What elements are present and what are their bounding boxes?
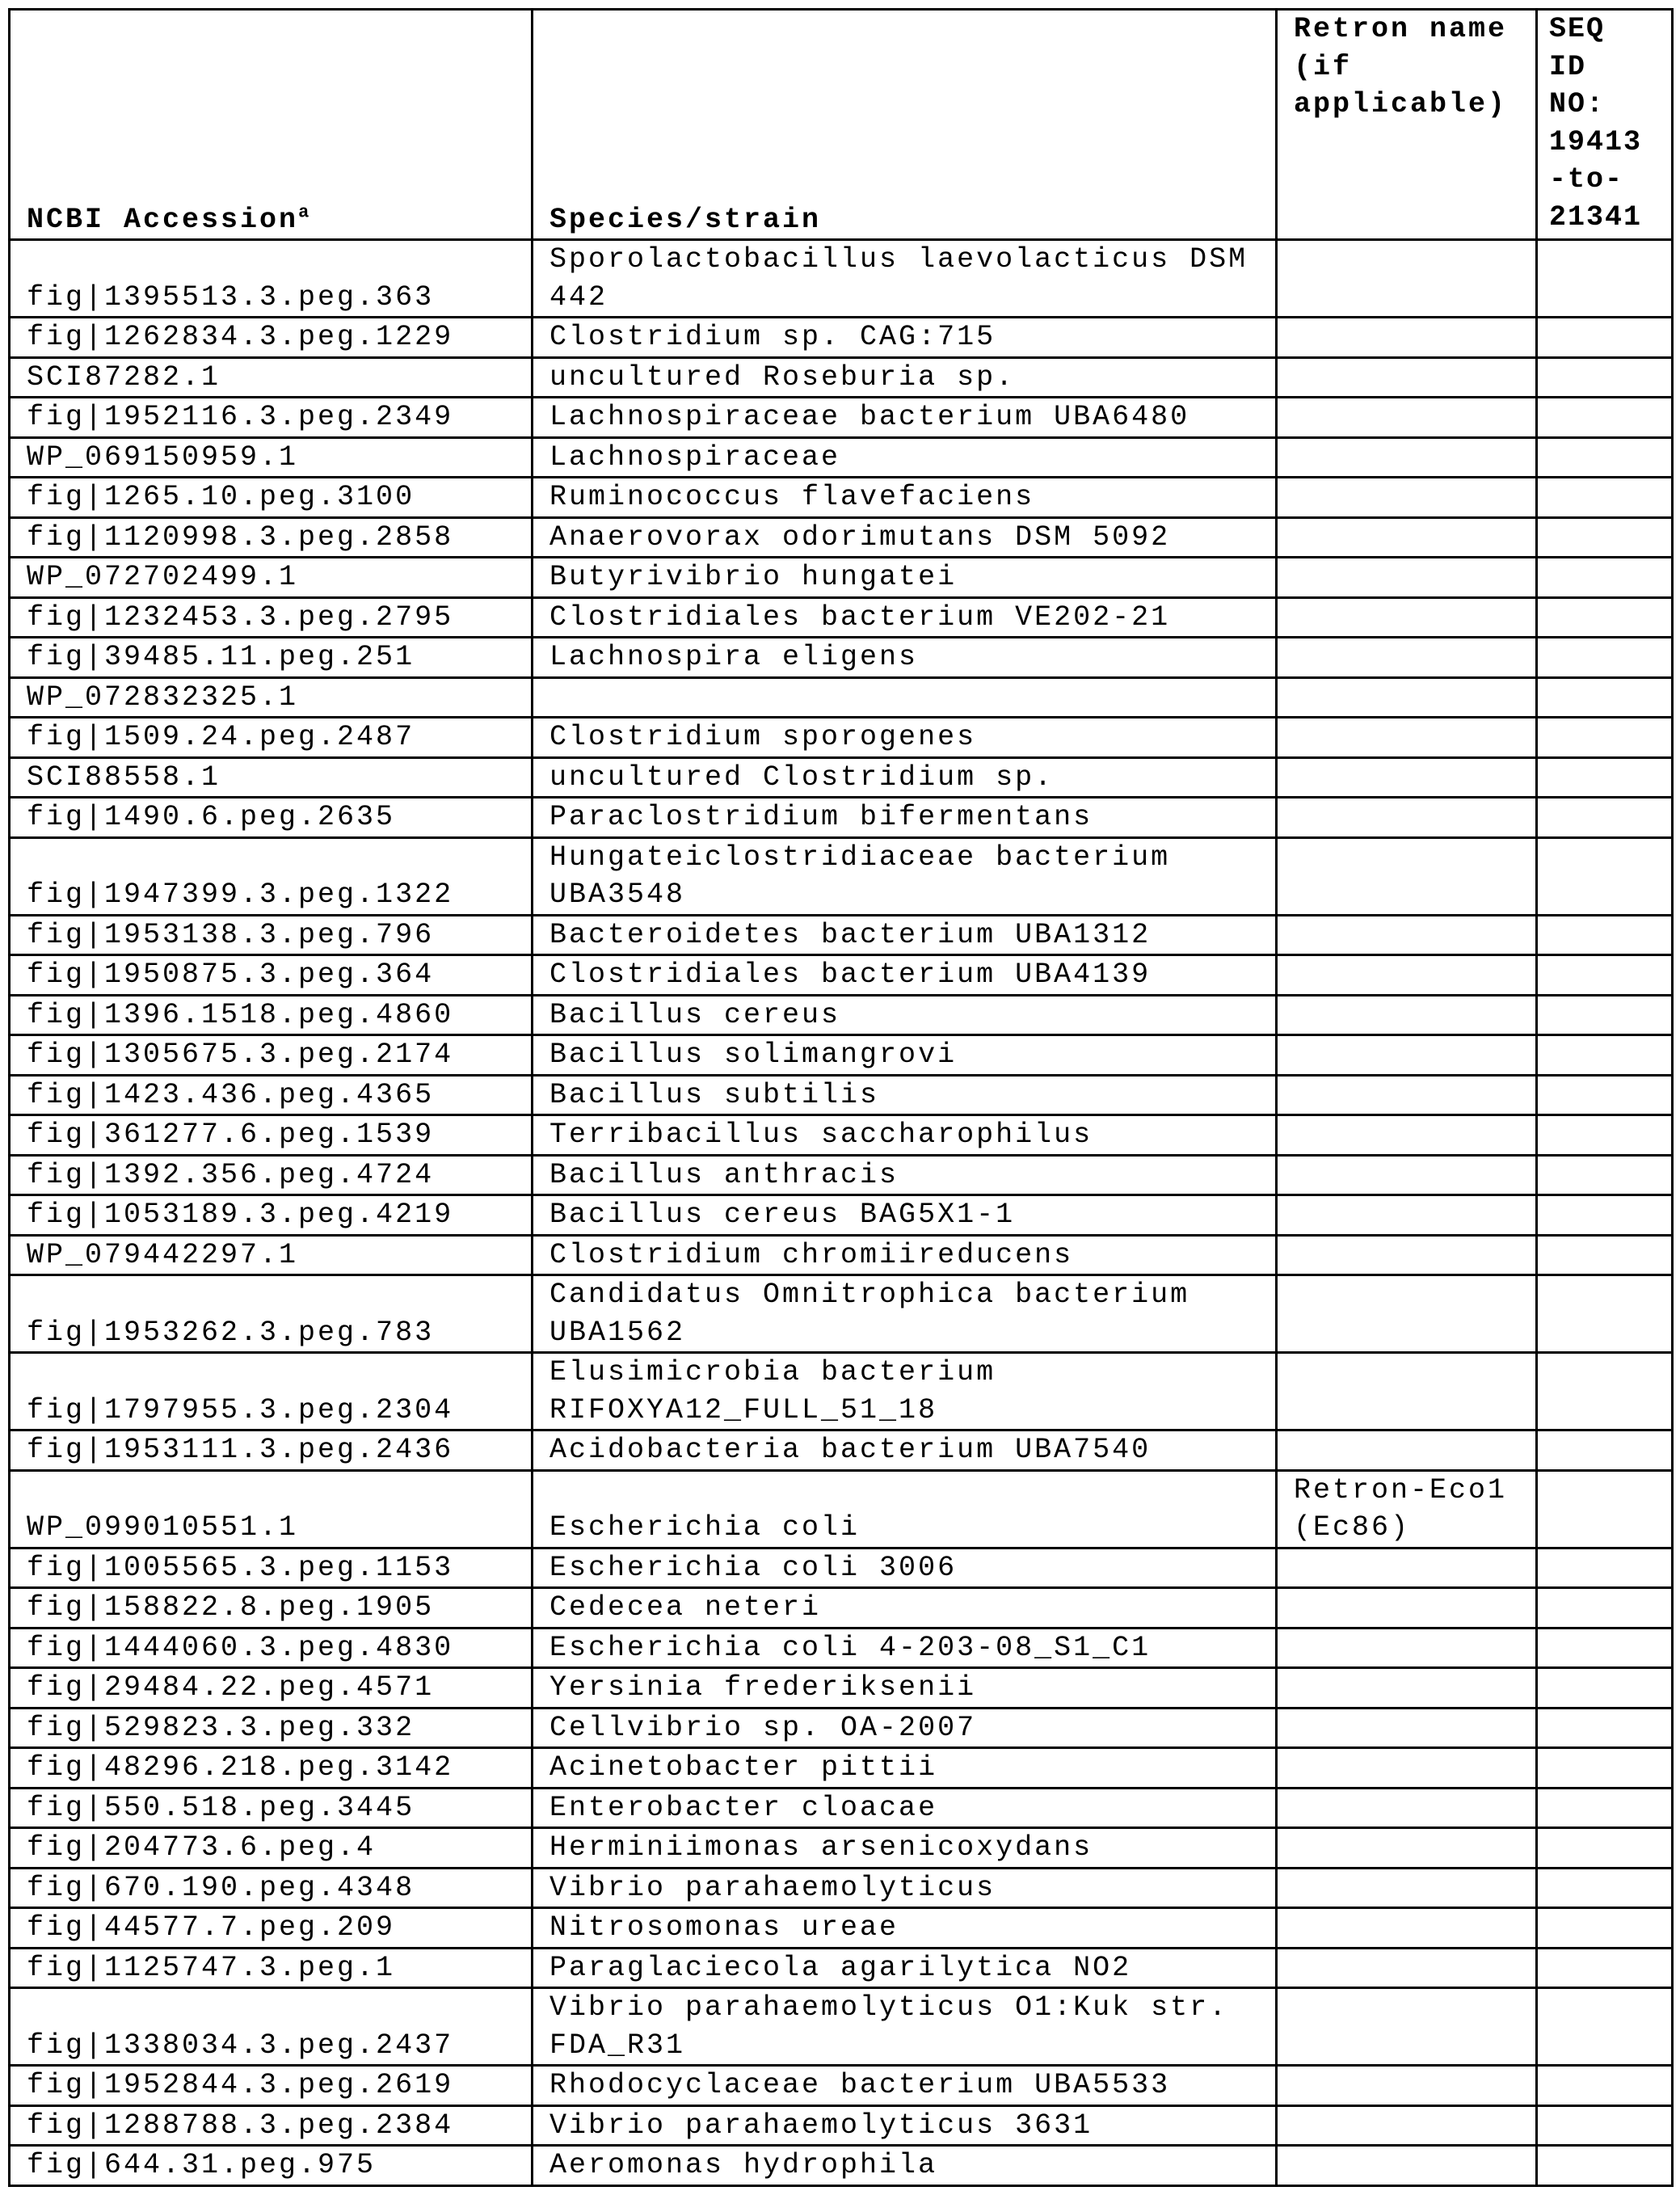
cell-retron bbox=[1277, 1628, 1537, 1668]
table-row bbox=[10, 718, 1673, 758]
cell-species: Bacillus solimangrovi bbox=[533, 1035, 1277, 1076]
cell-accession: fig|1952844.3.peg.2619 bbox=[10, 2066, 533, 2106]
cell-accession: fig|1120998.3.peg.2858 bbox=[10, 517, 533, 558]
cell-accession: fig|1053189.3.peg.4219 bbox=[10, 1195, 533, 1236]
cell-species: Paraclostridium bifermentans bbox=[533, 798, 1277, 838]
cell-seq-id bbox=[1537, 1035, 1673, 1076]
cell-species: Sporolactobacillus laevolacticus DSM 442 bbox=[533, 240, 1277, 318]
cell-retron bbox=[1277, 955, 1537, 996]
cell-species: Bacillus subtilis bbox=[533, 1075, 1277, 1115]
cell-accession: fig|670.190.peg.4348 bbox=[10, 1868, 533, 1908]
cell-seq-id bbox=[1537, 638, 1673, 678]
cell-seq-id bbox=[1537, 955, 1673, 996]
cell-species: Aeromonas hydrophila bbox=[533, 2146, 1277, 2186]
cell-seq-id bbox=[1537, 1548, 1673, 1588]
cell-species: Escherichia coli bbox=[533, 1470, 1277, 1548]
cell-seq-id bbox=[1537, 1235, 1673, 1275]
cell-seq-id bbox=[1537, 1988, 1673, 2066]
cell-accession: fig|1444060.3.peg.4830 bbox=[10, 1628, 533, 1668]
cell-retron bbox=[1277, 597, 1537, 638]
table-row bbox=[10, 1668, 1673, 1709]
cell-retron bbox=[1277, 1035, 1537, 1076]
table-row bbox=[10, 398, 1673, 438]
cell-seq-id bbox=[1537, 1353, 1673, 1430]
cell-retron bbox=[1277, 318, 1537, 358]
table-row bbox=[10, 915, 1673, 955]
header-species-strain: Species/strain bbox=[533, 10, 1277, 240]
cell-accession: fig|1265.10.peg.3100 bbox=[10, 478, 533, 518]
table-row bbox=[10, 2146, 1673, 2186]
cell-species: Nitrosomonas ureae bbox=[533, 1908, 1277, 1949]
cell-species bbox=[533, 677, 1277, 718]
cell-species: Anaerovorax odorimutans DSM 5092 bbox=[533, 517, 1277, 558]
cell-retron bbox=[1277, 1748, 1537, 1789]
cell-species: uncultured Clostridium sp. bbox=[533, 757, 1277, 798]
cell-accession: fig|1953138.3.peg.796 bbox=[10, 915, 533, 955]
cell-retron bbox=[1277, 757, 1537, 798]
cell-seq-id bbox=[1537, 1275, 1673, 1353]
cell-seq-id bbox=[1537, 1115, 1673, 1156]
cell-accession: fig|39485.11.peg.251 bbox=[10, 638, 533, 678]
cell-retron bbox=[1277, 1075, 1537, 1115]
cell-species: Lachnospira eligens bbox=[533, 638, 1277, 678]
cell-seq-id bbox=[1537, 2146, 1673, 2186]
cell-accession: fig|1288788.3.peg.2384 bbox=[10, 2105, 533, 2146]
cell-retron bbox=[1277, 478, 1537, 518]
cell-accession: fig|1950875.3.peg.364 bbox=[10, 955, 533, 996]
cell-seq-id bbox=[1537, 437, 1673, 478]
cell-species: Rhodocyclaceae bacterium UBA5533 bbox=[533, 2066, 1277, 2106]
cell-retron bbox=[1277, 1275, 1537, 1353]
cell-species: Elusimicrobia bacterium RIFOXYA12_FULL_51_18 bbox=[533, 1353, 1277, 1430]
table-row bbox=[10, 1828, 1673, 1869]
table-row bbox=[10, 1275, 1673, 1353]
table-row bbox=[10, 757, 1673, 798]
table-row bbox=[10, 1548, 1673, 1588]
cell-retron bbox=[1277, 1828, 1537, 1869]
cell-accession: fig|1392.356.peg.4724 bbox=[10, 1155, 533, 1195]
cell-species: Clostridium sp. CAG:715 bbox=[533, 318, 1277, 358]
cell-accession: fig|1423.436.peg.4365 bbox=[10, 1075, 533, 1115]
header-retron-name: Retron name (if applicable) bbox=[1277, 10, 1537, 240]
cell-retron bbox=[1277, 798, 1537, 838]
cell-species: Cedecea neteri bbox=[533, 1588, 1277, 1629]
cell-accession: fig|1490.6.peg.2635 bbox=[10, 798, 533, 838]
cell-retron bbox=[1277, 1668, 1537, 1709]
cell-seq-id bbox=[1537, 597, 1673, 638]
cell-accession: fig|1952116.3.peg.2349 bbox=[10, 398, 533, 438]
cell-species: uncultured Roseburia sp. bbox=[533, 357, 1277, 398]
table-row bbox=[10, 995, 1673, 1035]
cell-accession: fig|1953262.3.peg.783 bbox=[10, 1275, 533, 1353]
table-row bbox=[10, 357, 1673, 398]
cell-retron bbox=[1277, 1235, 1537, 1275]
table-row bbox=[10, 955, 1673, 996]
table-row bbox=[10, 1988, 1673, 2066]
cell-accession: fig|1305675.3.peg.2174 bbox=[10, 1035, 533, 1076]
table-row bbox=[10, 1353, 1673, 1430]
cell-accession: fig|1005565.3.peg.1153 bbox=[10, 1548, 533, 1588]
table-row bbox=[10, 318, 1673, 358]
table-row bbox=[10, 837, 1673, 915]
footnote-marker: a bbox=[298, 201, 312, 222]
cell-species: Vibrio parahaemolyticus O1:Kuk str. FDA_R31 bbox=[533, 1988, 1277, 2066]
cell-retron bbox=[1277, 2146, 1537, 2186]
cell-retron bbox=[1277, 1588, 1537, 1629]
table-row bbox=[10, 677, 1673, 718]
cell-species: Yersinia frederiksenii bbox=[533, 1668, 1277, 1709]
cell-seq-id bbox=[1537, 357, 1673, 398]
cell-seq-id bbox=[1537, 1470, 1673, 1548]
cell-species: Cellvibrio sp. OA-2007 bbox=[533, 1708, 1277, 1748]
cell-accession: fig|44577.7.peg.209 bbox=[10, 1908, 533, 1949]
table-row bbox=[10, 1075, 1673, 1115]
cell-accession: fig|550.518.peg.3445 bbox=[10, 1788, 533, 1828]
cell-seq-id bbox=[1537, 398, 1673, 438]
cell-accession: fig|529823.3.peg.332 bbox=[10, 1708, 533, 1748]
cell-retron bbox=[1277, 1908, 1537, 1949]
cell-retron bbox=[1277, 638, 1537, 678]
table-body bbox=[10, 240, 1673, 2186]
cell-seq-id bbox=[1537, 1828, 1673, 1869]
cell-retron bbox=[1277, 677, 1537, 718]
table-row bbox=[10, 1588, 1673, 1629]
table-row bbox=[10, 1430, 1673, 1471]
cell-retron bbox=[1277, 1353, 1537, 1430]
table-row bbox=[10, 478, 1673, 518]
cell-accession: WP_099010551.1 bbox=[10, 1470, 533, 1548]
cell-species: Escherichia coli 3006 bbox=[533, 1548, 1277, 1588]
table-row bbox=[10, 1948, 1673, 1988]
cell-accession: fig|1797955.3.peg.2304 bbox=[10, 1353, 533, 1430]
cell-seq-id bbox=[1537, 995, 1673, 1035]
cell-species: Clostridiales bacterium UBA4139 bbox=[533, 955, 1277, 996]
cell-accession: fig|1232453.3.peg.2795 bbox=[10, 597, 533, 638]
cell-retron bbox=[1277, 837, 1537, 915]
cell-accession: fig|1509.24.peg.2487 bbox=[10, 718, 533, 758]
cell-species: Escherichia coli 4-203-08_S1_C1 bbox=[533, 1628, 1277, 1668]
cell-retron bbox=[1277, 517, 1537, 558]
cell-accession: fig|1947399.3.peg.1322 bbox=[10, 837, 533, 915]
cell-species: Clostridiales bacterium VE202-21 bbox=[533, 597, 1277, 638]
cell-retron bbox=[1277, 718, 1537, 758]
cell-seq-id bbox=[1537, 677, 1673, 718]
cell-accession: WP_079442297.1 bbox=[10, 1235, 533, 1275]
cell-retron bbox=[1277, 240, 1537, 318]
table-row bbox=[10, 437, 1673, 478]
cell-seq-id bbox=[1537, 1430, 1673, 1471]
cell-accession: fig|1262834.3.peg.1229 bbox=[10, 318, 533, 358]
cell-retron bbox=[1277, 1115, 1537, 1156]
table-row bbox=[10, 1115, 1673, 1156]
retron-accession-table bbox=[8, 8, 1674, 2187]
cell-species: Vibrio parahaemolyticus bbox=[533, 1868, 1277, 1908]
cell-seq-id bbox=[1537, 2105, 1673, 2146]
cell-species: Hungateiclostridiaceae bacterium UBA3548 bbox=[533, 837, 1277, 915]
cell-retron bbox=[1277, 398, 1537, 438]
cell-retron bbox=[1277, 357, 1537, 398]
cell-species: Acinetobacter pittii bbox=[533, 1748, 1277, 1789]
cell-species: Candidatus Omnitrophica bacterium UBA1562 bbox=[533, 1275, 1277, 1353]
cell-species: Herminiimonas arsenicoxydans bbox=[533, 1828, 1277, 1869]
cell-seq-id bbox=[1537, 240, 1673, 318]
table-row bbox=[10, 517, 1673, 558]
cell-seq-id bbox=[1537, 1788, 1673, 1828]
header-seq-id: SEQ ID NO: 19413 -to- 21341 bbox=[1537, 10, 1673, 240]
cell-accession: SCI87282.1 bbox=[10, 357, 533, 398]
cell-retron bbox=[1277, 558, 1537, 598]
cell-seq-id bbox=[1537, 718, 1673, 758]
cell-retron bbox=[1277, 1708, 1537, 1748]
cell-species: Lachnospiraceae bbox=[533, 437, 1277, 478]
cell-seq-id bbox=[1537, 757, 1673, 798]
cell-species: Ruminococcus flavefaciens bbox=[533, 478, 1277, 518]
cell-accession: fig|29484.22.peg.4571 bbox=[10, 1668, 533, 1709]
cell-seq-id bbox=[1537, 1748, 1673, 1789]
table-row bbox=[10, 1788, 1673, 1828]
table-row bbox=[10, 1470, 1673, 1548]
cell-seq-id bbox=[1537, 1668, 1673, 1709]
cell-accession: fig|204773.6.peg.4 bbox=[10, 1828, 533, 1869]
cell-retron: Retron-Eco1 (Ec86) bbox=[1277, 1470, 1537, 1548]
cell-species: Enterobacter cloacae bbox=[533, 1788, 1277, 1828]
cell-species: Acidobacteria bacterium UBA7540 bbox=[533, 1430, 1277, 1471]
cell-seq-id bbox=[1537, 517, 1673, 558]
table-row bbox=[10, 1908, 1673, 1949]
table-row bbox=[10, 1035, 1673, 1076]
cell-species: Vibrio parahaemolyticus 3631 bbox=[533, 2105, 1277, 2146]
table-row bbox=[10, 1195, 1673, 1236]
table-row bbox=[10, 240, 1673, 318]
table-row bbox=[10, 597, 1673, 638]
cell-species: Bacillus cereus bbox=[533, 995, 1277, 1035]
cell-species: Lachnospiraceae bacterium UBA6480 bbox=[533, 398, 1277, 438]
header-ncbi-accession: NCBI Accession$^a$ bbox=[10, 10, 533, 240]
cell-accession: fig|1953111.3.peg.2436 bbox=[10, 1430, 533, 1471]
cell-accession: fig|158822.8.peg.1905 bbox=[10, 1588, 533, 1629]
table-row bbox=[10, 1628, 1673, 1668]
cell-accession: fig|48296.218.peg.3142 bbox=[10, 1748, 533, 1789]
table-header-row bbox=[10, 10, 1673, 240]
cell-accession: fig|1396.1518.peg.4860 bbox=[10, 995, 533, 1035]
cell-accession: WP_069150959.1 bbox=[10, 437, 533, 478]
table-row bbox=[10, 2105, 1673, 2146]
table-row bbox=[10, 1155, 1673, 1195]
cell-retron bbox=[1277, 915, 1537, 955]
cell-seq-id bbox=[1537, 915, 1673, 955]
cell-retron bbox=[1277, 437, 1537, 478]
cell-retron bbox=[1277, 1548, 1537, 1588]
cell-seq-id bbox=[1537, 1908, 1673, 1949]
cell-seq-id bbox=[1537, 1195, 1673, 1236]
cell-seq-id bbox=[1537, 558, 1673, 598]
cell-species: Bacillus cereus BAG5X1-1 bbox=[533, 1195, 1277, 1236]
cell-retron bbox=[1277, 2105, 1537, 2146]
table-row bbox=[10, 1235, 1673, 1275]
table-row bbox=[10, 2066, 1673, 2106]
cell-species: Terribacillus saccharophilus bbox=[533, 1115, 1277, 1156]
cell-retron bbox=[1277, 1868, 1537, 1908]
table-row bbox=[10, 1748, 1673, 1789]
table-row bbox=[10, 798, 1673, 838]
cell-seq-id bbox=[1537, 837, 1673, 915]
table-row bbox=[10, 638, 1673, 678]
cell-accession: fig|644.31.peg.975 bbox=[10, 2146, 533, 2186]
cell-seq-id bbox=[1537, 1588, 1673, 1629]
cell-seq-id bbox=[1537, 798, 1673, 838]
cell-species: Bacteroidetes bacterium UBA1312 bbox=[533, 915, 1277, 955]
cell-seq-id bbox=[1537, 1075, 1673, 1115]
cell-seq-id bbox=[1537, 1628, 1673, 1668]
cell-retron bbox=[1277, 2066, 1537, 2106]
cell-accession: fig|361277.6.peg.1539 bbox=[10, 1115, 533, 1156]
cell-accession: WP_072702499.1 bbox=[10, 558, 533, 598]
cell-species: Clostridium sporogenes bbox=[533, 718, 1277, 758]
cell-retron bbox=[1277, 1155, 1537, 1195]
cell-species: Butyrivibrio hungatei bbox=[533, 558, 1277, 598]
cell-seq-id bbox=[1537, 2066, 1673, 2106]
table-row bbox=[10, 1868, 1673, 1908]
cell-species: Bacillus anthracis bbox=[533, 1155, 1277, 1195]
cell-retron bbox=[1277, 1988, 1537, 2066]
cell-seq-id bbox=[1537, 318, 1673, 358]
cell-retron bbox=[1277, 1195, 1537, 1236]
cell-retron bbox=[1277, 1788, 1537, 1828]
cell-species: Paraglaciecola agarilytica NO2 bbox=[533, 1948, 1277, 1988]
cell-accession: fig|1125747.3.peg.1 bbox=[10, 1948, 533, 1988]
document-page bbox=[8, 8, 1674, 2187]
cell-seq-id bbox=[1537, 1708, 1673, 1748]
cell-retron bbox=[1277, 1430, 1537, 1471]
cell-seq-id bbox=[1537, 1948, 1673, 1988]
cell-accession: fig|1338034.3.peg.2437 bbox=[10, 1988, 533, 2066]
cell-retron bbox=[1277, 1948, 1537, 1988]
table-row bbox=[10, 1708, 1673, 1748]
cell-seq-id bbox=[1537, 1155, 1673, 1195]
cell-seq-id bbox=[1537, 1868, 1673, 1908]
table-row bbox=[10, 558, 1673, 598]
cell-species: Clostridium chromiireducens bbox=[533, 1235, 1277, 1275]
cell-accession: fig|1395513.3.peg.363 bbox=[10, 240, 533, 318]
cell-retron bbox=[1277, 995, 1537, 1035]
cell-accession: WP_072832325.1 bbox=[10, 677, 533, 718]
cell-seq-id bbox=[1537, 478, 1673, 518]
cell-accession: SCI88558.1 bbox=[10, 757, 533, 798]
